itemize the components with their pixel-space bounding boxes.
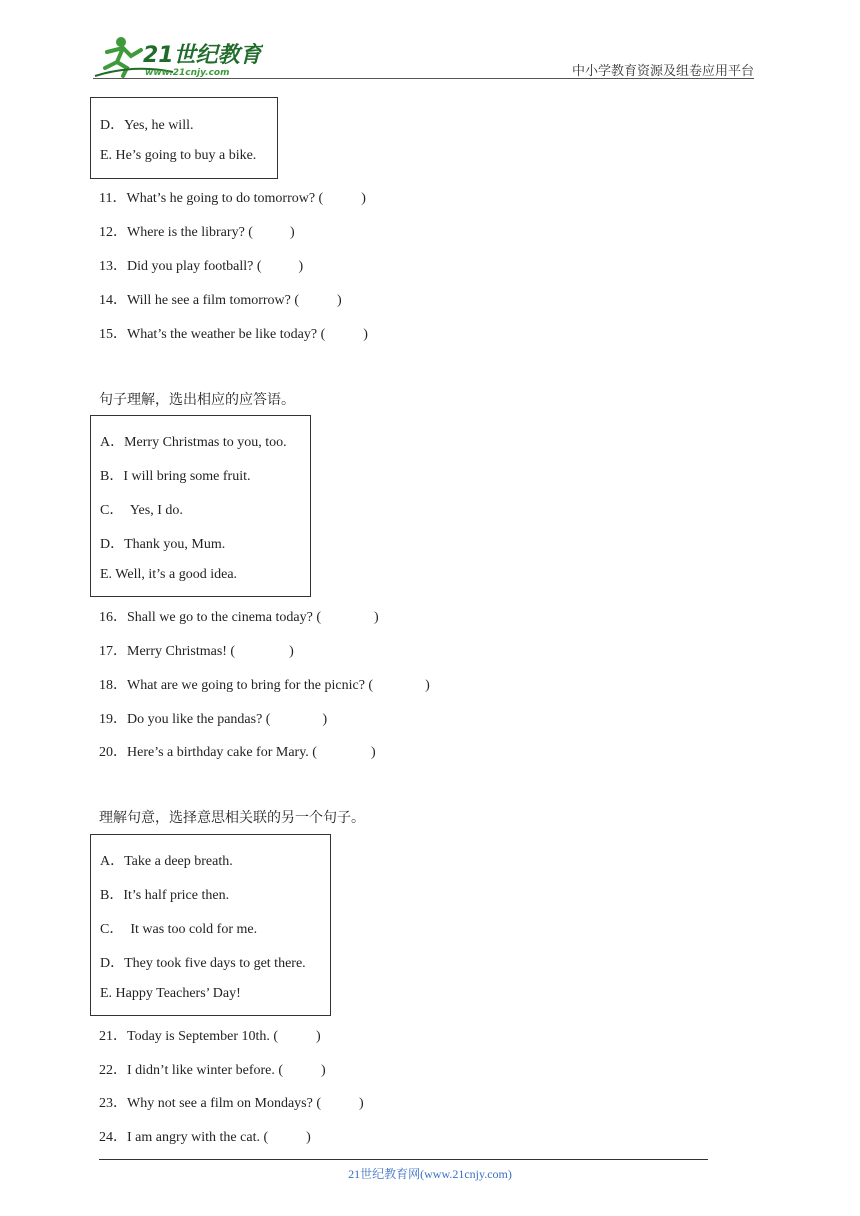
question-text: What’s he going to do tomorrow? ( [126, 191, 324, 206]
question-text: I am angry with the cat. ( [127, 1130, 269, 1145]
paren-close: ) [359, 1096, 364, 1111]
paren-close: ) [361, 191, 366, 206]
option-b: B．I will bring some fruit. [100, 469, 251, 484]
question-number: 16． [99, 610, 127, 625]
paren-close: ) [374, 610, 379, 625]
question-18 [99, 674, 430, 694]
site-logo [93, 34, 263, 80]
question-12 [99, 221, 295, 241]
question-number: 24． [99, 1130, 127, 1145]
option-d: D．Yes, he will. [100, 118, 194, 133]
paren-close: ) [370, 745, 376, 760]
question-22 [99, 1059, 326, 1079]
question-23 [99, 1092, 364, 1112]
option-e: E. Well, it’s a good idea. [100, 567, 238, 582]
paren-close: ) [289, 225, 295, 240]
question-number: 18． [99, 678, 127, 693]
option-c: C． It was too cold for me. [100, 922, 258, 937]
section-3-instruction: 理解句意，选择意思相关联的另一个句子。 [99, 811, 365, 826]
question-text: Where is the library? ( [127, 225, 253, 240]
question-17 [99, 640, 294, 660]
question-14 [99, 289, 342, 309]
question-number: 13． [99, 259, 127, 274]
question-text: I didn’t like winter before. ( [127, 1063, 284, 1078]
logo-graphic [93, 34, 263, 80]
option-a: A．Take a deep breath. [100, 854, 233, 869]
question-number: 22． [99, 1063, 127, 1078]
paren-close: ) [316, 1029, 321, 1044]
paren-close: ) [321, 1063, 326, 1078]
option-e: E. He’s going to buy a bike. [100, 148, 257, 163]
option-d: D．They took five days to get there. [100, 956, 306, 971]
footer-link[interactable]: 21世纪教育网(www.21cnjy.com) [348, 1167, 512, 1181]
question-number: 23． [99, 1096, 127, 1111]
question-number: 20． [99, 745, 127, 760]
option-d: D．Thank you, Mum. [100, 537, 226, 552]
options-box-2 [90, 415, 311, 597]
question-text: Merry Christmas! ( [127, 644, 236, 659]
question-text: What’s the weather be like today? ( [127, 327, 326, 342]
option-a: A．Merry Christmas to you, too. [100, 435, 287, 450]
question-16 [99, 606, 379, 626]
question-11 [99, 187, 366, 207]
header-divider [93, 78, 754, 79]
question-number: 11． [99, 191, 127, 206]
paren-close: ) [363, 327, 368, 342]
options-box-3 [90, 834, 331, 1016]
question-text: Did you play football? ( [127, 259, 262, 274]
section-2-instruction: 句子理解，选出相应的应答语。 [99, 393, 295, 408]
question-20 [99, 741, 376, 761]
paren-close: ) [306, 1130, 311, 1145]
paren-close: ) [289, 644, 294, 659]
logo-url: www.21cnjy.com [145, 68, 230, 78]
question-text: Will he see a film tomorrow? ( [127, 293, 300, 308]
question-number: 14． [99, 293, 127, 308]
option-e: E. Happy Teachers’ Day! [100, 986, 241, 1001]
question-21 [99, 1025, 321, 1045]
paren-close: ) [425, 678, 430, 693]
paren-close: ) [298, 259, 304, 274]
question-text: Do you like the pandas? ( [127, 712, 271, 727]
question-text: What are we going to bring for the picnic? ( [127, 678, 374, 693]
question-number: 12． [99, 225, 127, 240]
question-number: 15． [99, 327, 127, 342]
options-box-1 [90, 97, 278, 179]
footer-divider [99, 1159, 708, 1160]
question-text: Today is September 10th. ( [127, 1029, 279, 1044]
question-text: Shall we go to the cinema today? ( [127, 610, 321, 625]
option-b: B．It’s half price then. [100, 888, 230, 903]
option-c: C． Yes, I do. [100, 503, 183, 518]
question-13 [99, 255, 303, 275]
question-text: Here’s a birthday cake for Mary. ( [127, 745, 317, 760]
logo-text: 21世纪教育 [143, 43, 262, 68]
question-19 [99, 708, 327, 728]
question-15 [99, 323, 368, 343]
header-platform-text: 中小学教育资源及组卷应用平台 [571, 63, 754, 78]
question-number: 17． [99, 644, 127, 659]
question-text: Why not see a film on Mondays? ( [127, 1096, 322, 1111]
paren-close: ) [337, 293, 342, 308]
paren-close: ) [322, 712, 328, 727]
question-number: 19． [99, 712, 127, 727]
question-24 [99, 1126, 311, 1146]
question-number: 21． [99, 1029, 127, 1044]
